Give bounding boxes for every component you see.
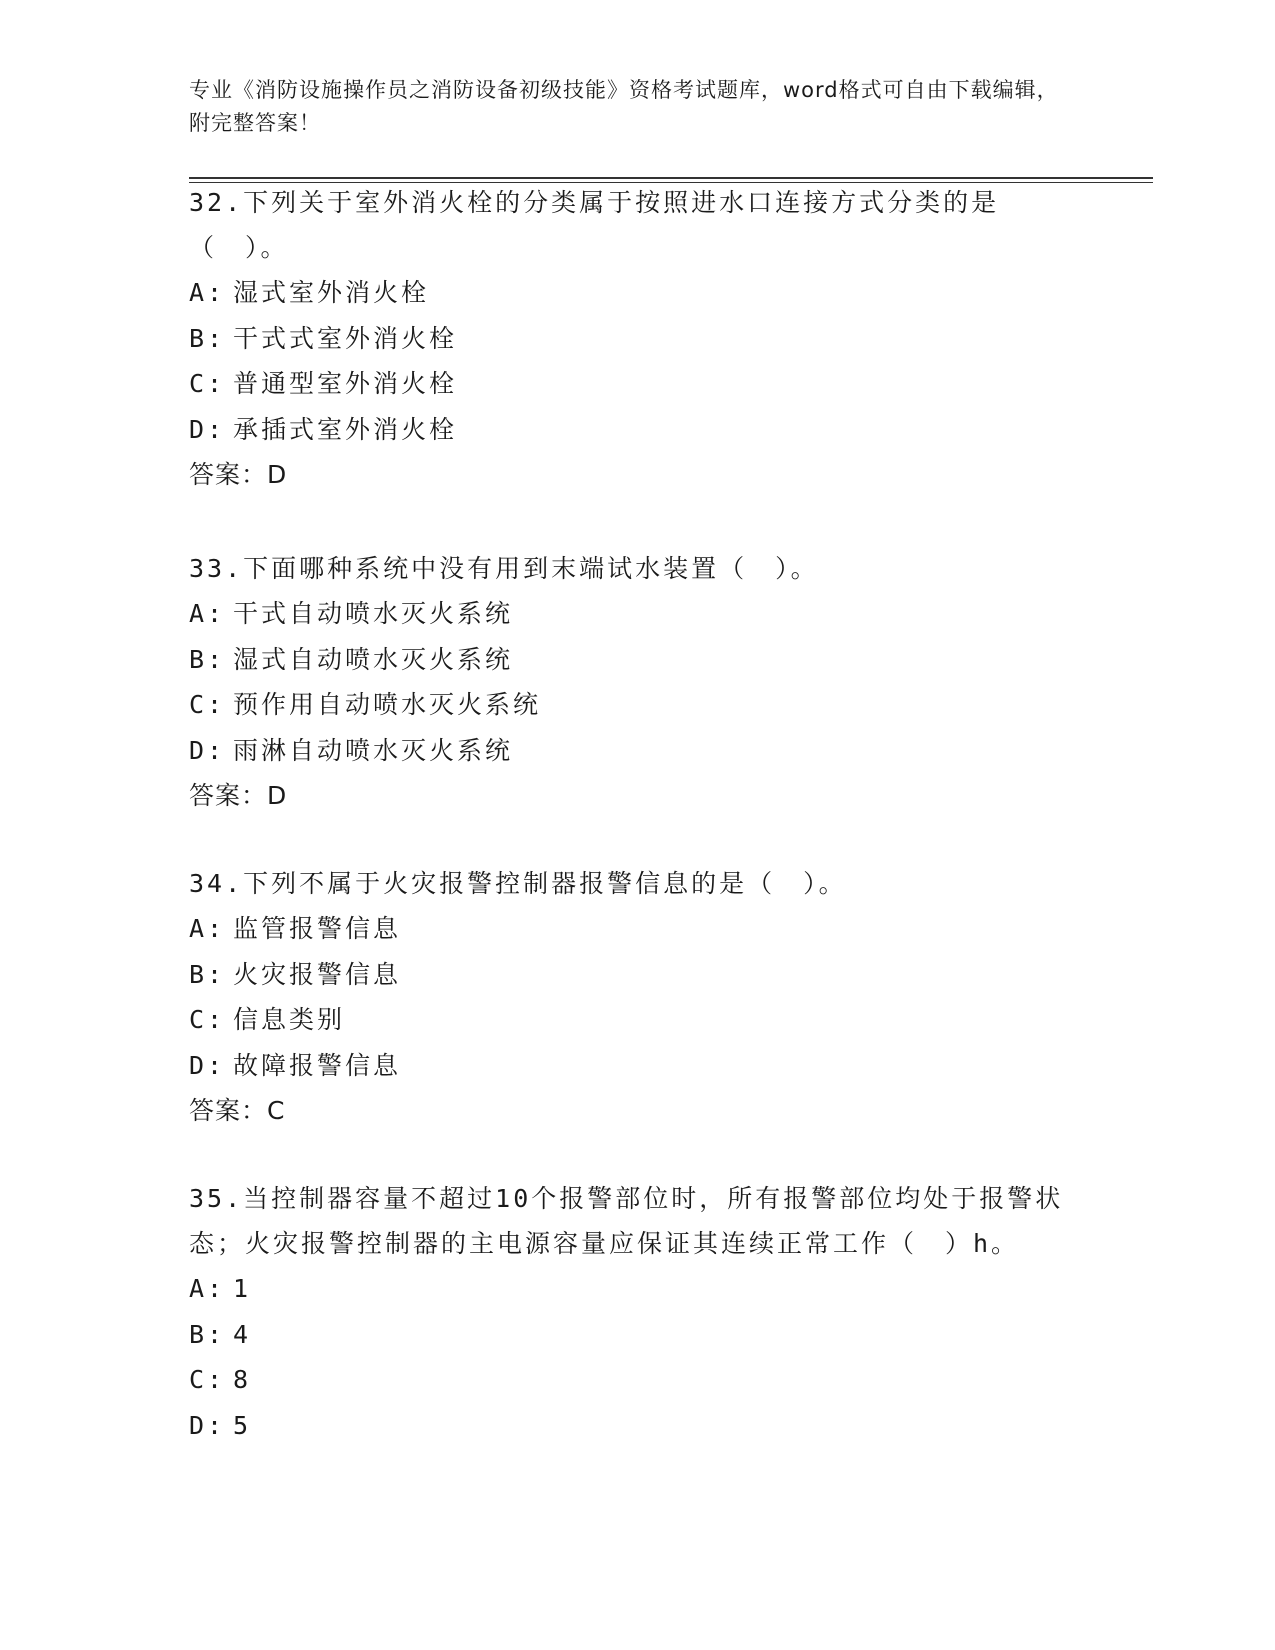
option-text: 湿式自动喷水灭火系统 xyxy=(233,644,514,674)
option-a xyxy=(189,906,1069,952)
option-b xyxy=(189,637,1069,683)
option-c xyxy=(189,1357,1069,1403)
option-key: A: xyxy=(189,599,226,628)
option-text: 4 xyxy=(233,1319,252,1349)
answer-line: 答案：C xyxy=(189,1096,286,1125)
question-stem: 35.当控制器容量不超过10个报警部位时，所有报警部位均处于报警状态；火灾报警控制器的主电源容量应保证其连续正常工作（ ）h。 xyxy=(189,1184,1064,1258)
option-a xyxy=(189,591,1069,637)
option-text: 8 xyxy=(233,1365,252,1394)
question-32 xyxy=(189,180,1069,497)
answer-line: 答案：D xyxy=(189,781,288,810)
option-text: 5 xyxy=(233,1410,252,1440)
option-key: C: xyxy=(189,1365,226,1394)
option-key: C: xyxy=(189,1005,226,1034)
header-divider-thick xyxy=(189,177,1153,179)
option-key: B: xyxy=(189,959,226,989)
option-b xyxy=(189,1312,1069,1358)
option-text: 预作用自动喷水灭火系统 xyxy=(233,690,542,719)
answer-line: 答案：D xyxy=(189,460,288,489)
option-text: 湿式室外消火栓 xyxy=(233,278,430,307)
option-key: B: xyxy=(189,1319,226,1349)
question-34 xyxy=(189,861,1069,1133)
option-text: 1 xyxy=(233,1274,252,1303)
option-d xyxy=(189,407,1069,453)
option-key: D: xyxy=(189,414,226,444)
option-text: 火灾报警信息 xyxy=(233,959,402,989)
question-35 xyxy=(189,1176,1069,1448)
option-text: 干式式室外消火栓 xyxy=(233,323,458,353)
option-c xyxy=(189,361,1069,407)
option-d xyxy=(189,1403,1069,1449)
question-stem: 34.下列不属于火灾报警控制器报警信息的是（ ）。 xyxy=(189,869,847,898)
option-text: 干式自动喷水灭火系统 xyxy=(233,599,514,628)
document-intro xyxy=(189,74,1069,140)
option-key: D: xyxy=(189,1410,226,1440)
option-d xyxy=(189,1043,1069,1089)
option-a xyxy=(189,270,1069,316)
option-key: B: xyxy=(189,644,226,674)
option-c xyxy=(189,682,1069,728)
option-text: 雨淋自动喷水灭火系统 xyxy=(233,735,514,765)
option-d xyxy=(189,728,1069,774)
option-key: D: xyxy=(189,735,226,765)
option-text: 故障报警信息 xyxy=(233,1050,402,1080)
option-key: A: xyxy=(189,914,226,943)
option-b xyxy=(189,316,1069,362)
option-a xyxy=(189,1266,1069,1312)
option-text: 监管报警信息 xyxy=(233,914,402,943)
option-text: 普通型室外消火栓 xyxy=(233,369,458,398)
option-key: B: xyxy=(189,323,226,353)
option-text: 信息类别 xyxy=(233,1005,346,1034)
question-33 xyxy=(189,546,1069,818)
option-c xyxy=(189,997,1069,1043)
question-stem: 32.下列关于室外消火栓的分类属于按照进水口连接方式分类的是（ ）。 xyxy=(189,188,1000,262)
option-key: A: xyxy=(189,278,226,307)
option-key: C: xyxy=(189,369,226,398)
option-key: D: xyxy=(189,1050,226,1080)
intro-text: 专业《消防设施操作员之消防设备初级技能》资格考试题库，word格式可自由下载编辑，附完整答案！ xyxy=(189,78,1059,135)
option-key: A: xyxy=(189,1274,226,1303)
option-key: C: xyxy=(189,690,226,719)
option-text: 承插式室外消火栓 xyxy=(233,414,458,444)
question-stem: 33.下面哪种系统中没有用到末端试水装置（ ）。 xyxy=(189,554,819,583)
option-b xyxy=(189,952,1069,998)
